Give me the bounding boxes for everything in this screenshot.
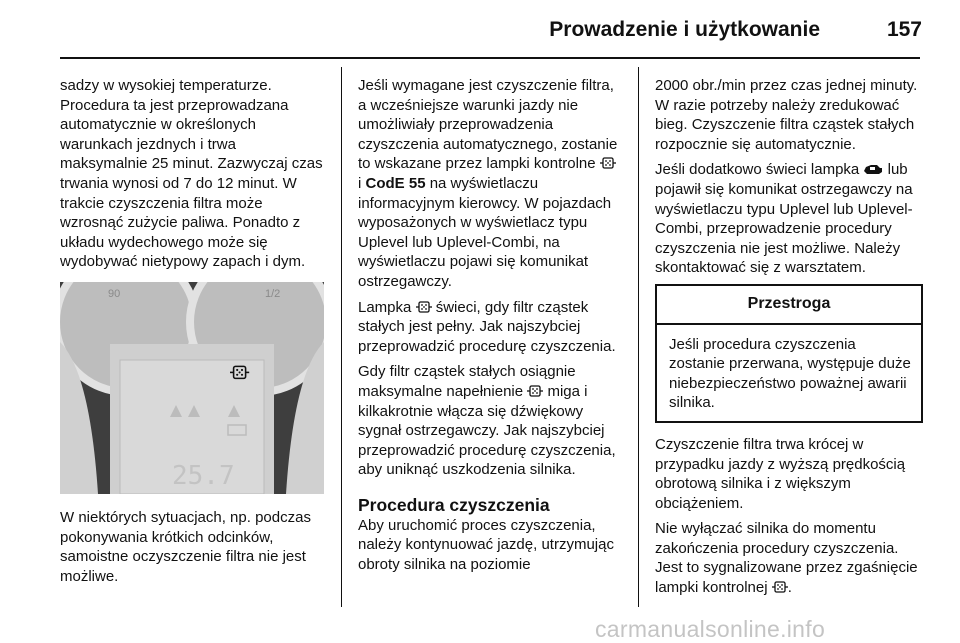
paragraph: Aby uruchomić proces czyszczenia, należy kontynuować jazdę, utrzymując obroty silnika na poziomie (358, 516, 614, 574)
paragraph: 2000 obr./min przez czas jednej minuty. W razie potrzeby należy zredukować bieg. Czyszczenie filtra cząstek stałych rozpocznie się automatycznie. (655, 77, 918, 153)
filter-icon (416, 300, 432, 314)
paragraph: Nie wyłączać silnika do momentu zakończenia procedury czyszczenia. Jest to sygnalizowane przez zgaśnięcie lampki kontrolnej . (655, 520, 918, 597)
column-2 (358, 76, 622, 581)
dashboard-display-photo (60, 282, 324, 494)
warning-title: Przestroga (657, 286, 921, 325)
column-divider-1 (341, 67, 342, 607)
column-3 (655, 76, 923, 604)
page-header-title: Prowadzenie i użytkowanie (549, 18, 820, 41)
paragraph: Jeśli wymagane jest czyszczenie filtra, a wcześniejsze warunki jazdy nie umożliwiały przeprowadzenia czyszczenia automatycznego, zostanie to wskazane przez lampki kontrolne i CodE 55 na wyświetlaczu informacyjnym kierowcy. W pojazdach wyposażonych w wyświetlacz typu Uplevel lub Uplevel-Combi, na wyświetlaczu pojawi się komunikat ostrzegawczy. (358, 77, 618, 290)
page-number: 157 (886, 18, 922, 41)
dial-label-left: 90 (108, 287, 121, 300)
paragraph: Czyszczenie filtra trwa krócej w przypadku jazdy z wyższą prędkością obrotową silnika i z większym obciążeniem. (655, 435, 906, 512)
header-rule (60, 57, 920, 59)
warning-body: Jeśli procedura czyszczenia zostanie przerwana, występuje duże niebezpieczeństwo poważnej awarii silnika. (669, 335, 911, 412)
paragraph: sadzy w wysokiej temperaturze. Procedura ta jest przeprowadzana automatycznie w określonych warunkach jezdnych i trwa maksymalnie 25 minut. Zazwyczaj czas trwania wynosi od 7 do 12 minut. W trakcie czyszczenia filtra może wzrosnąć zużycie paliwa. Ponadto z układu wydechowego może się wydobywać nietypowy zapach i dym. (60, 77, 323, 271)
paragraph: Lampka świeci, gdy filtr cząstek stałych jest pełny. Jak najszybciej przeprowadzić procedurę czyszczenia. (358, 298, 616, 355)
column-1 (60, 76, 324, 592)
filter-icon (772, 580, 788, 594)
engine-icon (863, 162, 883, 176)
display-readout: 25.7 (172, 460, 235, 491)
filter-icon (600, 156, 616, 170)
code-label: CodE 55 (365, 174, 426, 192)
warning-box (655, 284, 923, 423)
section-heading: Procedura czyszczenia (358, 494, 550, 515)
paragraph: Jeśli dodatkowo świeci lampka lub pojawił się komunikat ostrzegawczy na wyświetlaczu typu Uplevel lub Uplevel-Combi, przeprowadzenie procedury czyszczenia nie jest możliwe. Należy skontaktować się z warsztatem. (655, 161, 913, 277)
paragraph: Gdy filtr cząstek stałych osiągnie maksymalne napełnienie miga i kilkakrotnie włącza się dźwiękowy sygnał ostrzegawczy. Jak najszybciej przeprowadzić procedurę czyszczenia, aby uniknąć uszkodzenia silnika. (358, 363, 616, 479)
filter-icon (527, 384, 543, 398)
watermark: carmanualsonline.info (595, 616, 826, 642)
column-divider-2 (638, 67, 639, 607)
dial-label-right: 1/2 (265, 287, 281, 300)
figure-caption: W niektórych sytuacjach, np. podczas pokonywania krótkich odcinków, samoistne oczyszczenie filtra nie jest możliwe. (60, 508, 311, 585)
